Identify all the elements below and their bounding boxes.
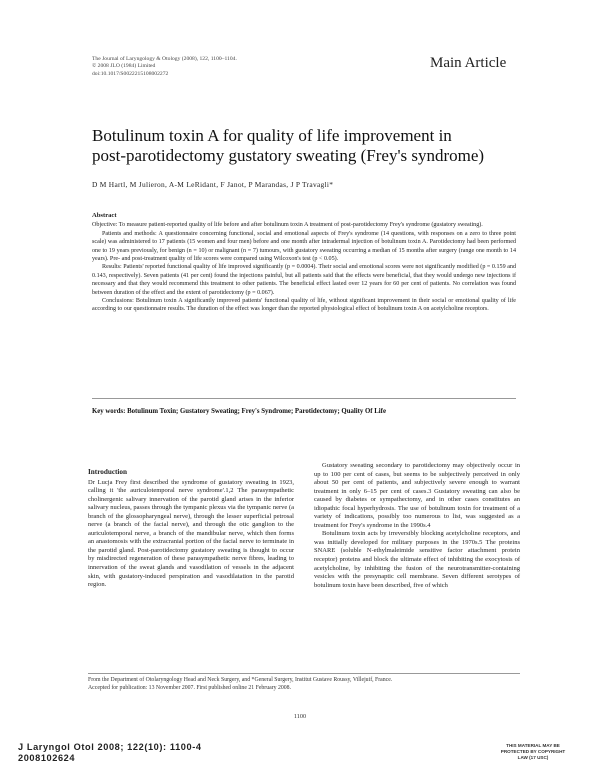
article-title [92, 126, 532, 166]
affiliation-note: From the Department of Otolaryngology Head and Neck Surgery, and *General Surgery, Institut Gustave Roussy, Villejuif, France. [88, 677, 393, 683]
copyright-line: PROTECTED BY COPYRIGHT [500, 749, 566, 755]
title-line: post-parotidectomy gustatory sweating (Frey's syndrome) [92, 146, 485, 165]
abstract-objective: Objective: To measure patient-reported quality of life before and after botulinum toxin A treatment of post-parotidectomy Frey's syndrome (gustatory sweating). [92, 222, 483, 229]
page-number: 1100 [293, 713, 307, 720]
citation-reference: J Laryngol Otol 2008; 122(10): 1100-4 [18, 742, 202, 752]
title-line: Botulinum toxin A for quality of life improvement in [92, 126, 452, 145]
abstract-conclusions: Conclusions: Botulinum toxin A significantly improved patients' functional quality of life, without significant improvement in their social or emotional quality of life according to our questionnaire results. The duration of the effect was longer than the reported physiological effect of botulinum toxin A on acetylcholine receptors. [92, 298, 516, 313]
abstract-heading: Abstract [92, 212, 117, 219]
abstract [92, 212, 516, 314]
copyright-line: THIS MATERIAL MAY BE [506, 743, 560, 748]
author-list: D M Hartl, M Julieron, A-M LeRidant, F Janot, P Marandas, J P Travagli* [92, 180, 334, 189]
body-column-left [88, 468, 294, 590]
footnote-divider [88, 673, 520, 674]
copyright-notice [478, 743, 588, 762]
section-label: Main Article [430, 55, 507, 71]
citation-id: 2008102624 [18, 753, 76, 763]
body-paragraph: Gustatory sweating secondary to parotidectomy may objectively occur in up to 100 per cent of cases, but seems to be subjectively perceived in only about 50 per cent of patients, and subjectively severe enough to warrant treatment in only 6–15 per cent of cases.3 Gustatory sweating can also be caused by diabetes or sympathectomy, and in other cases constitutes an idiopathic focal hyperhydrosis. The use of botulinum toxin for treatment of a variety of indications, possibly too numerous to list, was suggested as a treatment for Frey's syndrome in the 1990s.4 [314, 462, 520, 529]
introduction-heading: Introduction [88, 468, 128, 476]
publication-note: Accepted for publication: 13 November 2007. First published online 21 February 2008. [88, 684, 292, 691]
journal-line: © 2008 JLO (1984) Limited [92, 63, 156, 70]
journal-header [92, 56, 352, 78]
body-paragraph: Dr Lucja Frey first described the syndrome of gustatory sweating in 1923, calling it 'the auriculotemporal nerve syndrome'.1,2 The parasympathetic cholinergenic salivary innervation of the parotid gland arises in the inferior salivary nucleus, passes through the tympanic plexus via the tympanic nerve (a branch of the glossopharyngeal nerve), through the lesser superficial petrosal nerve (a branch of the facial nerve), and through the otic ganglion to the auriculotemporal nerve, a branch of the mandibular nerve, which then forms an anastomosis with the extracranial portion of the facial nerve to terminate in the parotid gland. Post-parotidectomy gustatory sweating is thought to occur by misdirected regeneration of these parasympathetic nerve fibres, leading to innervation of the sweat glands and vasodilation of vessels in the adjacent skin, with gustatory-induced perspiration and vasodilatation in the parotid region. [88, 478, 294, 589]
abstract-results: Results: Patients' reported functional quality of life improved significantly (p = 0.0004). Their social and emotional scores were not significantly modified (p = 0.159 and 0.143, respectively). Seven patients (41 per cent) found the injections painful, but all patients said that the effects were beneficial, that they would undergo new injections if necessary and that they would recommend this treatment to other patients. The beneficial effect lasted over 12 years for 60 per cent of patients. No correlation was found between duration of the effect and the extent of parotidectomy (p = 0.067). [92, 264, 516, 296]
journal-line: The Journal of Laryngology & Otology (2008), 122, 1100–1104. [92, 56, 237, 62]
footnote [88, 677, 520, 693]
copyright-line: LAW (17 USC) [517, 755, 549, 761]
journal-line: doi:10.1017/S0022215108002272 [92, 70, 169, 77]
abstract-methods: Patients and methods: A questionnaire concerning functional, social and emotional aspects of Frey's syndrome (14 questions, with responses on a zero to three point scale) was administered to 17 patients (15 women and four men) before and one month after intradermal injection of botulinum toxin A. Parotidectomy had been performed one to 19 years previously, for benign (n = 10) or malignant (n = 7) tumours, with gustatory sweating occurring a median of 15 months after surgery (range one month to 14 years). Pre- and post-treatment quality of life scores were compared using Wilcoxon's test (p < 0.05). [92, 230, 516, 263]
citation-stamp [18, 742, 202, 764]
body-paragraph: Botulinum toxin acts by irreversibly blocking acetylcholine receptors, and was initially developed for military purposes in the 1970s.5 The proteins SNARE (soluble N-ethylmaleimide sensitive factor attachment protein receptor) proteins and block the ultimate effect of inhibiting the exocytosis of acetylcholine, by inhibiting the fusion of the neurotransmitter-containing vesicles with the presynaptic cell membrane. Seven different serotypes of botulinum toxin have been described, five of which [314, 530, 520, 589]
keywords: Key words: Botulinum Toxin; Gustatory Sweating; Frey's Syndrome; Parotidectomy; Quality Of Life [92, 408, 386, 415]
body-column-right [314, 462, 520, 590]
divider [92, 398, 516, 399]
